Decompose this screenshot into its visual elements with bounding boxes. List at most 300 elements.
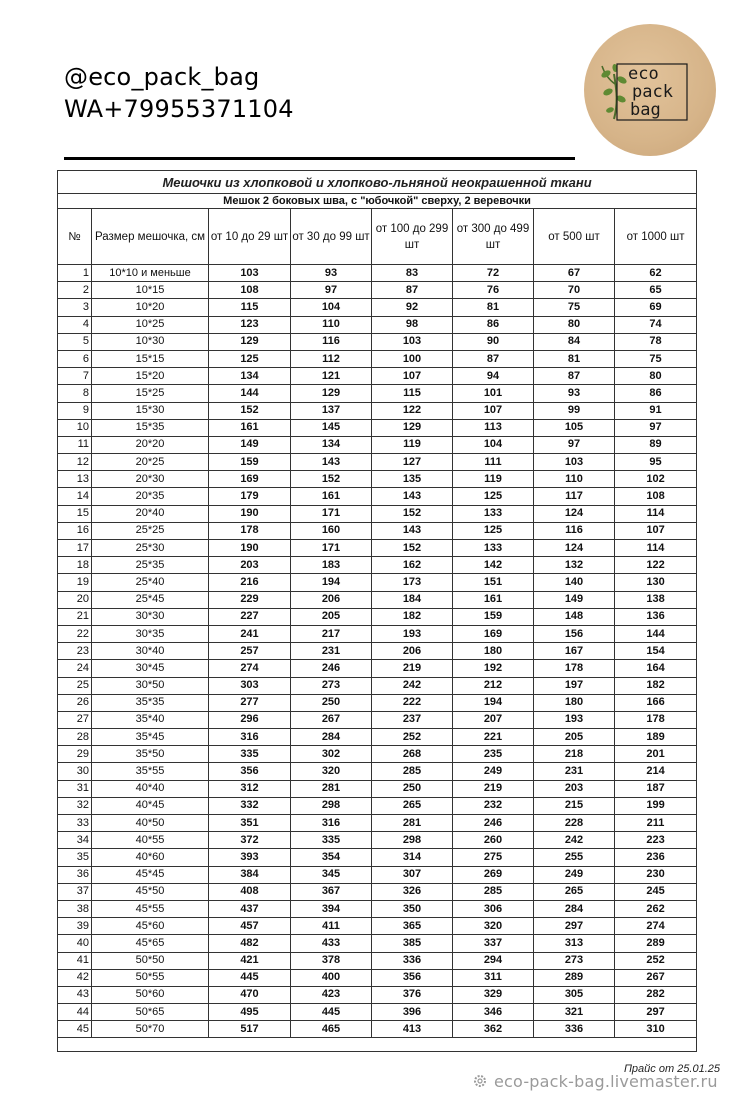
price-cell: 231 (291, 643, 372, 660)
price-cell: 335 (209, 746, 291, 763)
price-cell: 108 (615, 488, 697, 505)
price-cell: 179 (209, 488, 291, 505)
bag-size: 20*25 (92, 454, 209, 471)
price-cell: 284 (291, 729, 372, 746)
price-cell: 144 (615, 625, 697, 642)
table-row (58, 265, 697, 282)
row-number: 11 (58, 436, 92, 453)
row-number: 34 (58, 832, 92, 849)
price-cell: 159 (209, 454, 291, 471)
price-cell: 311 (453, 969, 534, 986)
price-cell: 384 (209, 866, 291, 883)
row-number: 28 (58, 729, 92, 746)
row-number: 35 (58, 849, 92, 866)
table-row (58, 729, 697, 746)
price-cell: 362 (453, 1021, 534, 1038)
bag-size: 10*20 (92, 299, 209, 316)
row-number: 27 (58, 711, 92, 728)
price-cell: 159 (453, 608, 534, 625)
price-cell: 400 (291, 969, 372, 986)
price-cell: 207 (453, 711, 534, 728)
table-row (58, 815, 697, 832)
row-number: 43 (58, 986, 92, 1003)
price-cell: 107 (453, 402, 534, 419)
price-cell: 103 (209, 265, 291, 282)
price-cell: 445 (209, 969, 291, 986)
price-cell: 236 (615, 849, 697, 866)
table-row (58, 368, 697, 385)
price-cell: 115 (209, 299, 291, 316)
bag-size: 50*50 (92, 952, 209, 969)
price-cell: 249 (534, 866, 615, 883)
price-cell: 289 (534, 969, 615, 986)
price-cell: 312 (209, 780, 291, 797)
row-number: 30 (58, 763, 92, 780)
bag-size: 50*60 (92, 986, 209, 1003)
price-cell: 161 (453, 591, 534, 608)
table-row (58, 385, 697, 402)
table-row (58, 797, 697, 814)
bag-size: 20*35 (92, 488, 209, 505)
table-row (58, 986, 697, 1003)
price-cell: 101 (453, 385, 534, 402)
bag-size: 30*50 (92, 677, 209, 694)
price-cell: 116 (534, 522, 615, 539)
price-cell: 227 (209, 608, 291, 625)
column-header: от 1000 шт (615, 209, 697, 265)
price-cell: 148 (534, 608, 615, 625)
price-cell: 154 (615, 643, 697, 660)
price-cell: 114 (615, 505, 697, 522)
price-cell: 124 (534, 540, 615, 557)
bag-size: 25*35 (92, 557, 209, 574)
price-cell: 255 (534, 849, 615, 866)
price-cell: 72 (453, 265, 534, 282)
price-cell: 351 (209, 815, 291, 832)
table-row (58, 900, 697, 917)
price-cell: 152 (372, 505, 453, 522)
price-cell: 169 (453, 625, 534, 642)
price-cell: 125 (209, 350, 291, 367)
row-number: 31 (58, 780, 92, 797)
price-cell: 125 (453, 488, 534, 505)
price-cell: 274 (209, 660, 291, 677)
price-cell: 137 (291, 402, 372, 419)
price-cell: 99 (534, 402, 615, 419)
price-cell: 385 (372, 935, 453, 952)
price-cell: 112 (291, 350, 372, 367)
price-cell: 92 (372, 299, 453, 316)
bag-size: 20*30 (92, 471, 209, 488)
row-number: 15 (58, 505, 92, 522)
price-cell: 143 (372, 488, 453, 505)
row-number: 40 (58, 935, 92, 952)
row-number: 44 (58, 1004, 92, 1021)
price-cell: 218 (534, 746, 615, 763)
column-header: от 300 до 499 шт (453, 209, 534, 265)
price-cell: 252 (615, 952, 697, 969)
table-row (58, 522, 697, 539)
price-cell: 160 (291, 522, 372, 539)
table-row (58, 299, 697, 316)
price-cell: 104 (291, 299, 372, 316)
table-row (58, 746, 697, 763)
price-cell: 90 (453, 333, 534, 350)
price-cell: 282 (615, 986, 697, 1003)
price-cell: 178 (209, 522, 291, 539)
table-title: Мешочки из хлопковой и хлопково-льняной неокрашенной ткани (58, 171, 697, 194)
price-cell: 445 (291, 1004, 372, 1021)
price-cell: 189 (615, 729, 697, 746)
price-cell: 267 (615, 969, 697, 986)
price-cell: 265 (534, 883, 615, 900)
price-cell: 378 (291, 952, 372, 969)
price-cell: 119 (453, 471, 534, 488)
table-row (58, 832, 697, 849)
table-row (58, 952, 697, 969)
price-cell: 173 (372, 574, 453, 591)
price-cell: 132 (534, 557, 615, 574)
row-number: 2 (58, 282, 92, 299)
row-number: 10 (58, 419, 92, 436)
bag-size: 30*35 (92, 625, 209, 642)
table-row (58, 849, 697, 866)
price-cell: 107 (372, 368, 453, 385)
price-cell: 142 (453, 557, 534, 574)
price-cell: 178 (534, 660, 615, 677)
bag-size: 20*20 (92, 436, 209, 453)
price-cell: 222 (372, 694, 453, 711)
price-cell: 268 (372, 746, 453, 763)
price-cell: 140 (534, 574, 615, 591)
row-number: 18 (58, 557, 92, 574)
row-number: 12 (58, 454, 92, 471)
price-table (57, 170, 697, 1052)
row-number: 23 (58, 643, 92, 660)
row-number: 37 (58, 883, 92, 900)
price-cell: 164 (615, 660, 697, 677)
price-cell: 321 (534, 1004, 615, 1021)
column-header: от 100 до 299 шт (372, 209, 453, 265)
bag-size: 25*40 (92, 574, 209, 591)
table-row (58, 1004, 697, 1021)
price-cell: 421 (209, 952, 291, 969)
price-cell: 372 (209, 832, 291, 849)
price-cell: 316 (209, 729, 291, 746)
price-cell: 350 (372, 900, 453, 917)
table-row (58, 711, 697, 728)
row-number: 1 (58, 265, 92, 282)
column-header: от 30 до 99 шт (291, 209, 372, 265)
row-number: 17 (58, 540, 92, 557)
row-number: 39 (58, 918, 92, 935)
price-cell: 134 (209, 368, 291, 385)
bag-size: 15*20 (92, 368, 209, 385)
price-cell: 465 (291, 1021, 372, 1038)
bag-size: 45*45 (92, 866, 209, 883)
row-number: 45 (58, 1021, 92, 1038)
row-number: 9 (58, 402, 92, 419)
price-cell: 114 (615, 540, 697, 557)
price-cell: 423 (291, 986, 372, 1003)
price-cell: 396 (372, 1004, 453, 1021)
bag-size: 45*50 (92, 883, 209, 900)
price-cell: 281 (372, 815, 453, 832)
price-cell: 95 (615, 454, 697, 471)
price-cell: 133 (453, 505, 534, 522)
bag-size: 30*30 (92, 608, 209, 625)
price-date: Прайс от 25.01.25 (623, 1063, 720, 1075)
price-cell: 212 (453, 677, 534, 694)
table-row (58, 505, 697, 522)
price-cell: 235 (453, 746, 534, 763)
bag-size: 45*55 (92, 900, 209, 917)
row-number: 6 (58, 350, 92, 367)
bag-size: 35*40 (92, 711, 209, 728)
gear-icon (472, 1073, 488, 1089)
column-header: от 500 шт (534, 209, 615, 265)
price-cell: 221 (453, 729, 534, 746)
bag-size: 35*50 (92, 746, 209, 763)
price-cell: 149 (209, 436, 291, 453)
row-number: 41 (58, 952, 92, 969)
price-cell: 105 (534, 419, 615, 436)
price-cell: 67 (534, 265, 615, 282)
table-row (58, 763, 697, 780)
price-cell: 294 (453, 952, 534, 969)
price-cell: 313 (534, 935, 615, 952)
price-cell: 252 (372, 729, 453, 746)
watermark (472, 1072, 718, 1091)
price-cell: 232 (453, 797, 534, 814)
table-row (58, 333, 697, 350)
table-row (58, 935, 697, 952)
price-cell: 76 (453, 282, 534, 299)
price-cell: 81 (534, 350, 615, 367)
price-cell: 87 (453, 350, 534, 367)
price-cell: 249 (453, 763, 534, 780)
price-cell: 86 (615, 385, 697, 402)
price-cell: 275 (453, 849, 534, 866)
price-cell: 277 (209, 694, 291, 711)
price-cell: 113 (453, 419, 534, 436)
price-cell: 110 (534, 471, 615, 488)
price-cell: 250 (291, 694, 372, 711)
price-cell: 130 (615, 574, 697, 591)
price-cell: 296 (209, 711, 291, 728)
bag-size: 40*55 (92, 832, 209, 849)
price-cell: 86 (453, 316, 534, 333)
table-row (58, 694, 697, 711)
price-cell: 74 (615, 316, 697, 333)
price-cell: 284 (534, 900, 615, 917)
row-number: 38 (58, 900, 92, 917)
row-number: 26 (58, 694, 92, 711)
table-row (58, 282, 697, 299)
price-cell: 161 (209, 419, 291, 436)
price-cell: 169 (209, 471, 291, 488)
bag-size: 40*45 (92, 797, 209, 814)
bag-size: 50*65 (92, 1004, 209, 1021)
column-header: Размер мешочка, см (92, 209, 209, 265)
column-header: № (58, 209, 92, 265)
table-row (58, 436, 697, 453)
logo-word-bag: bag (630, 100, 661, 120)
column-header: от 10 до 29 шт (209, 209, 291, 265)
table-row (58, 402, 697, 419)
price-cell: 223 (615, 832, 697, 849)
price-cell: 117 (534, 488, 615, 505)
price-cell: 151 (453, 574, 534, 591)
table-row (58, 1021, 697, 1038)
bag-size: 10*15 (92, 282, 209, 299)
bag-size: 15*35 (92, 419, 209, 436)
price-cell: 314 (372, 849, 453, 866)
price-cell: 134 (291, 436, 372, 453)
price-cell: 482 (209, 935, 291, 952)
bag-size: 45*65 (92, 935, 209, 952)
price-cell: 152 (372, 540, 453, 557)
price-cell: 214 (615, 763, 697, 780)
price-cell: 297 (615, 1004, 697, 1021)
price-cell: 337 (453, 935, 534, 952)
price-cell: 84 (534, 333, 615, 350)
bag-size: 35*55 (92, 763, 209, 780)
bag-size: 25*25 (92, 522, 209, 539)
row-number: 36 (58, 866, 92, 883)
price-cell: 162 (372, 557, 453, 574)
price-cell: 199 (615, 797, 697, 814)
price-table-container (57, 170, 696, 1052)
price-cell: 203 (209, 557, 291, 574)
price-cell: 345 (291, 866, 372, 883)
table-subtitle: Мешок 2 боковых шва, с "юбочкой" сверху, 2 веревочки (58, 194, 697, 209)
table-footer-row (58, 1038, 697, 1052)
price-cell: 124 (534, 505, 615, 522)
price-cell: 289 (615, 935, 697, 952)
price-cell: 211 (615, 815, 697, 832)
price-cell: 135 (372, 471, 453, 488)
table-row (58, 419, 697, 436)
price-cell: 121 (291, 368, 372, 385)
price-cell: 203 (534, 780, 615, 797)
price-cell: 206 (291, 591, 372, 608)
row-number: 14 (58, 488, 92, 505)
brand-logo (584, 24, 716, 156)
price-cell: 144 (209, 385, 291, 402)
bag-size: 30*45 (92, 660, 209, 677)
price-cell: 100 (372, 350, 453, 367)
price-cell: 87 (534, 368, 615, 385)
price-cell: 517 (209, 1021, 291, 1038)
price-cell: 192 (453, 660, 534, 677)
price-cell: 367 (291, 883, 372, 900)
bag-size: 15*30 (92, 402, 209, 419)
price-cell: 129 (209, 333, 291, 350)
price-cell: 231 (534, 763, 615, 780)
price-cell: 285 (372, 763, 453, 780)
bag-size: 40*40 (92, 780, 209, 797)
price-cell: 495 (209, 1004, 291, 1021)
price-cell: 93 (291, 265, 372, 282)
row-number: 33 (58, 815, 92, 832)
whatsapp-phone: WA+79955371104 (64, 95, 294, 123)
table-row (58, 608, 697, 625)
price-cell: 119 (372, 436, 453, 453)
price-cell: 219 (372, 660, 453, 677)
price-cell: 143 (291, 454, 372, 471)
price-cell: 332 (209, 797, 291, 814)
price-cell: 65 (615, 282, 697, 299)
price-cell: 269 (453, 866, 534, 883)
price-cell: 190 (209, 540, 291, 557)
table-row (58, 454, 697, 471)
price-cell: 193 (372, 625, 453, 642)
row-number: 20 (58, 591, 92, 608)
price-cell: 97 (291, 282, 372, 299)
price-cell: 365 (372, 918, 453, 935)
price-cell: 122 (615, 557, 697, 574)
price-cell: 97 (615, 419, 697, 436)
watermark-text: eco-pack-bag.livemaster.ru (494, 1072, 718, 1091)
price-cell: 408 (209, 883, 291, 900)
price-cell: 306 (453, 900, 534, 917)
price-cell: 78 (615, 333, 697, 350)
price-cell: 94 (453, 368, 534, 385)
price-cell: 246 (291, 660, 372, 677)
table-row (58, 591, 697, 608)
price-cell: 273 (534, 952, 615, 969)
price-cell: 138 (615, 591, 697, 608)
price-cell: 80 (534, 316, 615, 333)
bag-size: 10*25 (92, 316, 209, 333)
price-cell: 70 (534, 282, 615, 299)
price-cell: 437 (209, 900, 291, 917)
price-cell: 260 (453, 832, 534, 849)
price-cell: 413 (372, 1021, 453, 1038)
price-cell: 116 (291, 333, 372, 350)
table-row (58, 316, 697, 333)
price-cell: 242 (372, 677, 453, 694)
price-cell: 178 (615, 711, 697, 728)
price-cell: 237 (372, 711, 453, 728)
price-cell: 152 (209, 402, 291, 419)
price-cell: 229 (209, 591, 291, 608)
price-cell: 411 (291, 918, 372, 935)
price-cell: 161 (291, 488, 372, 505)
price-cell: 111 (453, 454, 534, 471)
price-cell: 206 (372, 643, 453, 660)
price-cell: 305 (534, 986, 615, 1003)
price-cell: 143 (372, 522, 453, 539)
price-cell: 250 (372, 780, 453, 797)
price-cell: 91 (615, 402, 697, 419)
price-cell: 129 (291, 385, 372, 402)
price-cell: 194 (453, 694, 534, 711)
table-row (58, 660, 697, 677)
bag-size: 10*10 и меньше (92, 265, 209, 282)
bag-size: 15*25 (92, 385, 209, 402)
row-number: 4 (58, 316, 92, 333)
price-cell: 216 (209, 574, 291, 591)
price-cell: 180 (453, 643, 534, 660)
price-cell: 183 (291, 557, 372, 574)
price-cell: 152 (291, 471, 372, 488)
bag-size: 45*60 (92, 918, 209, 935)
price-cell: 393 (209, 849, 291, 866)
price-cell: 217 (291, 625, 372, 642)
price-cell: 281 (291, 780, 372, 797)
